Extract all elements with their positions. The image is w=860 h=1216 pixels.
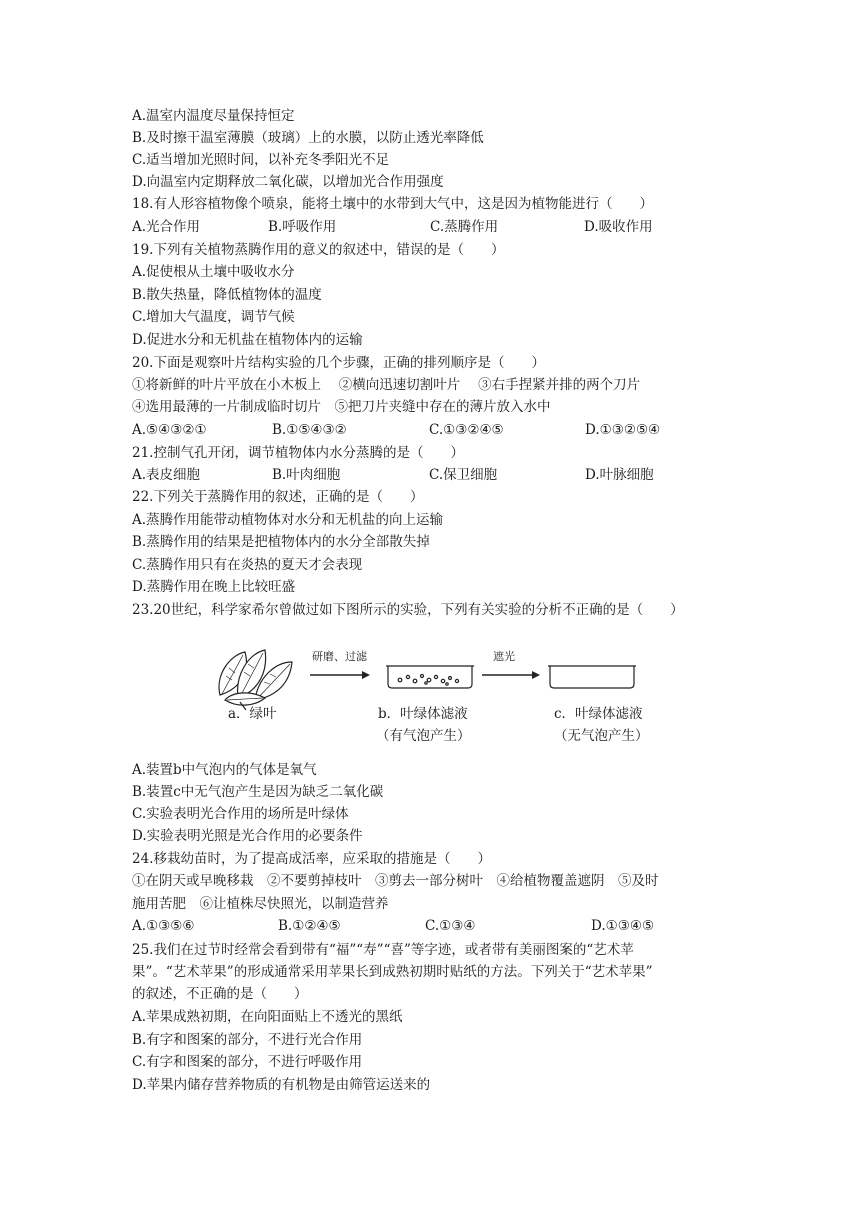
q25-stem-line3: 的叙述，不正确的是（ ） <box>132 986 308 1002</box>
q21-stem: 21.控制气孔开闭，调节植物体内水分蒸腾的是（ ） <box>132 445 464 461</box>
q21-options <box>132 465 732 485</box>
q18-option-b: B.呼吸作用 <box>268 219 337 235</box>
q24-option-d: D.①③④⑤ <box>591 918 655 934</box>
q24-option-b: B.①②④⑤ <box>278 918 341 934</box>
q21-option-b: B.叶肉细胞 <box>272 467 341 483</box>
arrow-shade <box>482 671 540 679</box>
q17-option-b: B.及时擦干温室薄膜（玻璃）上的水膜，以防止透光率降低 <box>132 130 484 146</box>
petri-dish-b <box>386 666 474 688</box>
q22-option-b: B.蒸腾作用的结果是把植物体内的水分全部散失掉 <box>132 534 430 550</box>
q23-option-d: D.实验表明光照是光合作用的必要条件 <box>132 828 363 844</box>
q24-stem: 24.移栽幼苗时，为了提高成活率，应采取的措施是（ ） <box>132 851 491 867</box>
q24-steps-line1: ①在阴天或早晚移栽 ②不要剪掉枝叶 ③剪去一部分树叶 ④给植物覆盖遮阴 ⑤及时 <box>132 873 659 889</box>
q19-option-d: D.促进水分和无机盐在植物体内的运输 <box>132 332 363 348</box>
q18-option-c: C.蒸腾作用 <box>430 219 499 235</box>
q19-option-a: A.促使根从土壤中吸收水分 <box>132 264 295 280</box>
q17-option-c: C.适当增加光照时间，以补充冬季阳光不足 <box>132 152 390 168</box>
petri-dish-c <box>548 666 636 688</box>
q20-option-b: B.①⑤④③② <box>272 422 347 438</box>
q22-option-c: C.蒸腾作用只有在炎热的夏天才会表现 <box>132 557 363 573</box>
q25-option-c: C.有字和图案的部分，不进行呼吸作用 <box>132 1054 363 1070</box>
q25-stem-line2: 果”。“艺术苹果”的形成通常采用苹果长到成熟初期时贴纸的方法。下列关于“艺术苹果” <box>132 964 653 980</box>
q23-option-a: A.装置b中气泡内的气体是氧气 <box>132 762 317 778</box>
q20-steps-line1: ①将新鲜的叶片平放在小木板上 ②横向迅速切割叶片 ③右手捏紧并排的两个刀片 <box>132 377 641 393</box>
q18-stem: 18.有人形容植物像个喷泉，能将土壤中的水带到大气中，这是因为植物能进行（ ） <box>132 196 653 212</box>
arrow2-label: 遮光 <box>493 650 515 663</box>
label-b-note: （有气泡产生） <box>376 728 471 744</box>
label-b: b．叶绿体滤液 <box>378 706 468 722</box>
q23-stem: 23.20世纪，科学家希尔曾做过如下图所示的实验，下列有关实验的分析不正确的是（ ） <box>132 602 684 618</box>
q20-option-d: D.①③②⑤④ <box>585 422 661 438</box>
label-a: a．绿叶 <box>228 706 277 722</box>
arrow-grind-filter <box>310 671 370 679</box>
q20-steps-line2: ④选用最薄的一片制成临时切片 ⑤把刀片夹缝中存在的薄片放入水中 <box>132 399 551 415</box>
q24-steps-line2: 施用苦肥 ⑥让植株尽快照光，以制造营养 <box>132 896 389 912</box>
q21-option-a: A.表皮细胞 <box>132 467 201 483</box>
q25-option-d: D.苹果内储存营养物质的有机物是由筛管运送来的 <box>132 1077 431 1093</box>
label-c: c．叶绿体滤液 <box>554 706 643 722</box>
q24-option-c: C.①③④ <box>425 918 476 934</box>
hill-experiment-figure <box>210 640 690 760</box>
q23-option-b: B.装置c中无气泡产生是因为缺乏二氧化碳 <box>132 784 384 800</box>
q17-option-d: D.向温室内定期释放二氧化碳，以增加光合作用强度 <box>132 174 444 190</box>
q24-options <box>132 916 732 936</box>
q20-stem: 20.下面是观察叶片结构实验的几个步骤，正确的排列顺序是（ ） <box>132 355 545 371</box>
q25-option-b: B.有字和图案的部分，不进行光合作用 <box>132 1032 363 1048</box>
q25-stem-line1: 25.我们在过节时经常会看到带有“福”“寿”“喜”等字迹，或者带有美丽图案的“艺术苹 <box>132 942 634 958</box>
q18-option-a: A.光合作用 <box>132 219 201 235</box>
arrow1-label: 研磨、过滤 <box>312 650 367 663</box>
label-c-note: （无气泡产生） <box>554 728 649 744</box>
q18-options <box>132 217 732 237</box>
q22-option-a: A.蒸腾作用能带动植物体对水分和无机盐的向上运输 <box>132 512 444 528</box>
q21-option-c: C.保卫细胞 <box>429 467 498 483</box>
q21-option-d: D.叶脉细胞 <box>585 467 654 483</box>
leaves-icon <box>219 650 292 710</box>
q18-option-d: D.吸收作用 <box>584 219 653 235</box>
q17-option-a: A.温室内温度尽量保持恒定 <box>132 108 295 124</box>
q20-option-a: A.⑤④③②① <box>132 422 207 438</box>
q22-option-d: D.蒸腾作用在晚上比较旺盛 <box>132 579 296 595</box>
q20-option-c: C.①③②④⑤ <box>429 422 504 438</box>
q22-stem: 22.下列关于蒸腾作用的叙述，正确的是（ ） <box>132 489 424 505</box>
q20-options <box>132 420 732 440</box>
q23-option-c: C.实验表明光合作用的场所是叶绿体 <box>132 806 349 822</box>
q19-option-b: B.散失热量，降低植物体的温度 <box>132 287 322 303</box>
q24-option-a: A.①③⑤⑥ <box>132 918 195 934</box>
q25-option-a: A.苹果成熟初期，在向阳面贴上不透光的黑纸 <box>132 1009 403 1025</box>
q19-stem: 19.下列有关植物蒸腾作用的意义的叙述中，错误的是（ ） <box>132 242 505 258</box>
q19-option-c: C.增加大气温度，调节气候 <box>132 309 295 325</box>
